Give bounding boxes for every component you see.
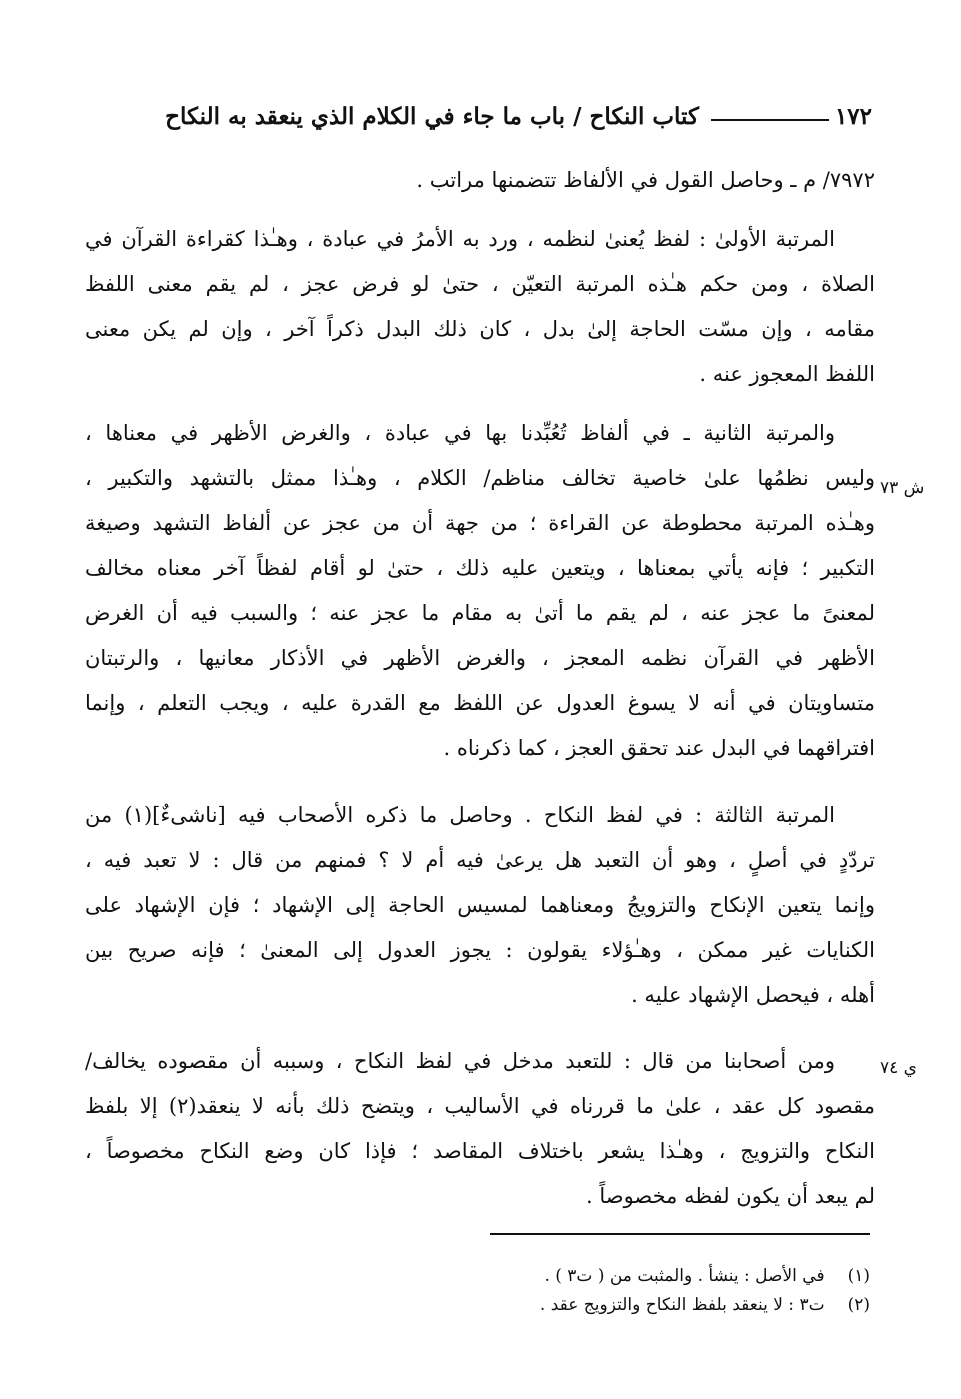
footnotes	[300, 1262, 870, 1320]
text-line: الأظهر في القرآن نظمه المعجز ، والغرض الأظهر في الأذكار معانيها ، والرتبتان	[85, 646, 875, 670]
text-line: مقامه ، وإن مسّت الحاجة إلىٰ بدل ، كان ذلك البدل ذكراً آخر ، وإن لم يكن معنى	[85, 317, 875, 341]
text-line: أهله ، فيحصل الإشهاد عليه .	[631, 983, 875, 1007]
footnote-text: ت٣ : لا ينعقد بلفظ النكاح والتزويج عقد .	[539, 1295, 825, 1315]
paragraph-rank-one	[85, 217, 875, 397]
text-line: لم يبعد أن يكون لفظه مخصوصاً .	[585, 1184, 875, 1208]
text-line: ٧٩٧٢/ م ـ وحاصل القول في الألفاظ تتضمنها مراتب .	[416, 168, 875, 192]
footnote	[300, 1262, 870, 1291]
text-line: المرتبة الأولىٰ : لفظ يُعنىٰ لنظمه ، ورد به الأمرُ في عبادة ، وهـٰذا كقراءة القرآن في	[85, 227, 835, 251]
text-line: وليس نظمُها علىٰ خاصية تخالف مناظم/ الكلام ، وهـٰذا ممثل بالتشهد والتكبير ،	[85, 466, 875, 490]
text-line: التكبير ؛ فإنه يأتي بمعناها ، ويتعين عليه ذلك ، حتىٰ لو أقام لفظاً آخر معناه مخالف	[85, 556, 875, 580]
margin-note-sh73: ش ٧٣	[880, 478, 925, 498]
footnote-rule	[490, 1233, 870, 1235]
text-line: متساويتان في أنه لا يسوغ العدول عن اللفظ مع القدرة عليه ، ويجب التعلم ، وإنما	[85, 691, 875, 715]
header-title: كتاب النكاح / باب ما جاء في الكلام الذي ينعقد به النكاح	[165, 102, 699, 130]
running-header	[95, 96, 872, 136]
text-line: ومن أصحابنا من قال : للتعبد مدخل في لفظ النكاح ، وسببه أن مقصوده يخالف/	[85, 1049, 835, 1073]
footnote-number: (٢)	[847, 1295, 870, 1315]
footnote-text: في الأصل : ينشأ . والمثبت من ( ت٣ ) .	[544, 1266, 825, 1286]
page-number: ١٧٢	[834, 102, 872, 130]
paragraph-rank-two	[85, 411, 875, 771]
paragraph-companions	[85, 1039, 875, 1219]
text-line: النكاح والتزويج ، وهـٰذا يشعر باختلاف المقاصد ؛ فإذا كان وضع النكاح مخصوصاً ،	[85, 1139, 875, 1163]
text-line: مقصود كل عقد ، علىٰ ما قررناه في الأساليب ، ويتضح ذلك بأنه لا ينعقد(٢) إلا بلفظ	[85, 1094, 875, 1118]
text-line: الكنايات غير ممكن ، وهـٰؤلاء يقولون : يجوز العدول إلى المعنىٰ ؛ فإنه صريح بين	[85, 938, 875, 962]
text-line: الصلاة ، ومن حكم هـٰذه المرتبة التعيّن ، حتىٰ لو فرض عجز ، لم يقم معنى اللفظ	[85, 272, 875, 296]
margin-note-y74: ي ٧٤	[880, 1058, 917, 1078]
text-line: المرتبة الثالثة : في لفظ النكاح . وحاصل ما ذكره الأصحاب فيه [ناشىءٌ](١) من	[85, 803, 835, 827]
paragraph-intro	[85, 158, 875, 203]
text-line: تردّدٍ في أصلٍ ، وهو أن التعبد هل يرعىٰ فيه أم لا ؟ فمنهم من قال : لا تعبد فيه ،	[85, 848, 875, 872]
text-line: والمرتبة الثانية ـ في ألفاظ تُعُبِّدنا بها في عبادة ، والغرض الأظهر في معناها ،	[85, 421, 835, 445]
footnote	[300, 1291, 870, 1320]
text-line: افتراقهما في البدل عند تحقق العجز ، كما ذكرناه .	[443, 736, 875, 760]
footnote-number: (١)	[847, 1266, 870, 1286]
text-line: وإنما يتعين الإنكاح والتزويجُ ومعناهما لمسيس الحاجة إلى الإشهاد ؛ فإن الإشهاد على	[85, 893, 875, 917]
text-line: اللفظ المعجوز عنه .	[699, 362, 875, 386]
paragraph-rank-three	[85, 793, 875, 1018]
header-rule	[711, 119, 829, 121]
text-line: وهـٰذه المرتبة محطوطة عن القراءة ؛ من جهة أن من عجز عن ألفاظ التشهد وصيغة	[85, 511, 875, 535]
text-line: لمعنىً ما عجز عنه ، لم يقم ما أتىٰ به مقام ما عجز عنه ؛ والسبب فيه أن الغرض	[85, 601, 875, 625]
